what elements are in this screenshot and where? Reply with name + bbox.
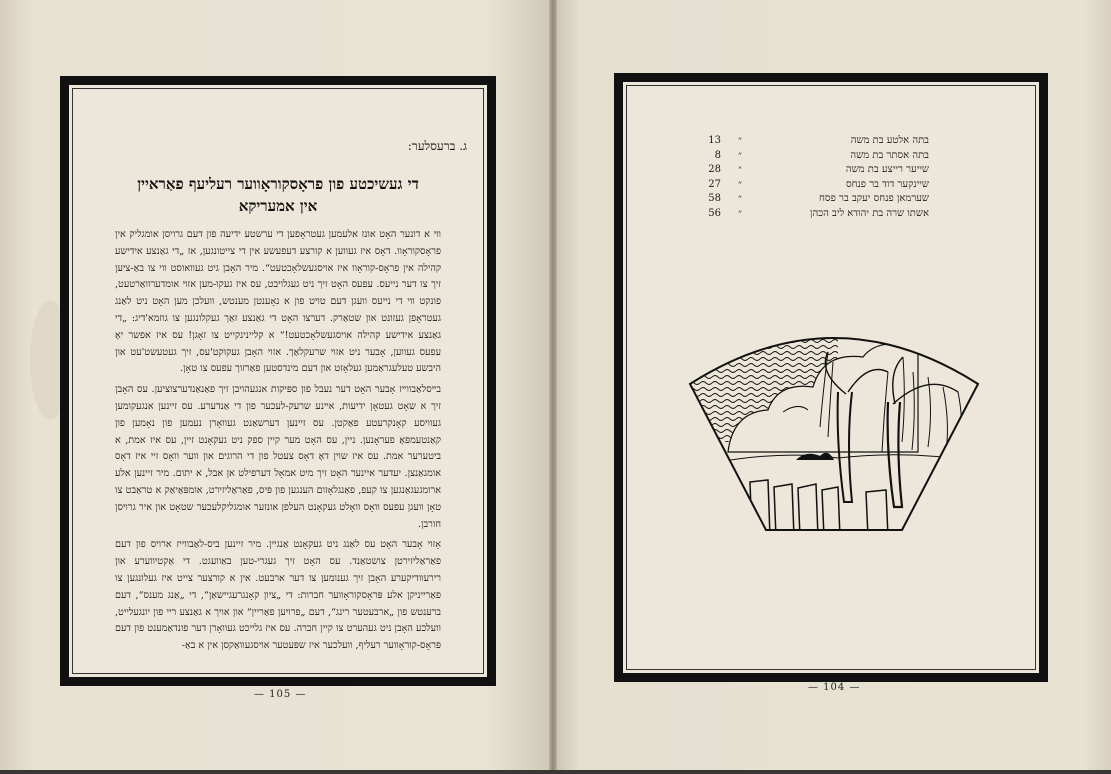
article-paragraph: ווי א דונער האָט אונז אלעמען געטראָפען די ערשטע ידיעה פון דעם גרויסן אומגליק אין פראָסקוראָוו. דאָס איז געווען א קורצע דעפעשע אין די צייטונגען, אז „די גאַנצע אידישע קהילה אין פראָס-קוראָוו איז אויסגעשלאָכטעט“. מיר האָבן גיט געוואוסט ווי צו באַ-ציען זיך צו דער נייעס. עפעס האָט זיך ניט געגלויבט, עס איז געקו-מען אזוי אומדערוואַרטעט, פונקט ווי די נייעס וועגן דעם טויט פון א נאָענטן מענטש, וועלכן מען האָט ניט לאַנג געטראָפן געזונט און שטאַרק. דערצו האָט די גאַנצע זאַך געקלונגען צו גוזמא'דיג: „די גאַנצע אידישע קהילה אויסגעשלאָכטעט!“ א קליינינקייט צו זאָגן! עס איז אפשר יאָ עפעס געווען, אָבער ניט אזוי שרעקלאַך. אזוי האָבן געקוקט'עס, זיך געטעשט'עט און היבשע טעלעגראַמען געלאָזט און דעם מינדסטען פאַרזוך עפעס צו טאָן. (115, 229, 441, 375)
article-paragraph: אָזוי אָבער האָט עס לאַנג ניט געקאָנט אַנגיין. מיר זיינען ביס-לאַבווייז ארויס פון דעם פאַראַליזירטן צושטאַנד. עס האָט זיך געגרי-טען באַוועגט. די אַקטיווערע און רירעוודיקערע האָבן זיך גענומען צו דער ארבעט. אין א קורצער צייט איז געלונגען צו פאַרייניקן אלע פּראָסקוראָווער חברות: די „ציון קאָנגרעגיישאַן“, די „אַנג מענס“, דעם ברענטש פון „ארבעטער רינג“, דעם „פרויען פאַריין“ און אויך א גאַנצע ריי פון יונגעלייט, וועלכע האָבן ניט געהערט צו קיין חברה. עס איז גלייכט געוואָרן דער פונדאַמענט פון דעם פּראָס-קוראָווער רעליף, וועלכער איז שפּעטער אויסגעוואַקסן אין א באַ- (115, 539, 441, 652)
entry-name: אשתו שרה בת יהודא ליב הכהן (809, 207, 929, 219)
left-page-frame (60, 76, 496, 686)
article-title-line-1: די געשיכטע פון פראָסקוראָווער רעליעף פאַראיין (137, 175, 419, 193)
entry-page: 27 (708, 178, 721, 190)
entry-page: 28 (708, 164, 721, 176)
entry-page: 58 (708, 193, 721, 205)
list-item (703, 178, 929, 193)
list-item (703, 207, 929, 222)
entry-name: שיינקער דוד בר פנחס (845, 178, 929, 190)
entry-page: 13 (708, 135, 721, 146)
list-item (703, 149, 929, 164)
ditto-mark: ״ (738, 207, 742, 219)
ditto-mark: ״ (738, 164, 742, 176)
entry-name: בתה אלטע בת משה (850, 135, 929, 146)
book-gutter (549, 0, 557, 770)
article-title (89, 173, 467, 217)
author-name: ג. ברעסלער: (407, 139, 467, 153)
entry-page-ref (703, 134, 745, 149)
entry-name: בתה אסתר בת משה (850, 149, 929, 161)
entry-page-ref (703, 207, 745, 222)
willow-trees-gravestones-vignette (688, 332, 980, 537)
list-item (703, 163, 929, 178)
list-item (703, 192, 929, 207)
page-number-left: — 105 — (254, 689, 307, 700)
page-number-right: — 104 — (808, 682, 861, 693)
list-item (703, 134, 929, 149)
entry-page-ref (703, 163, 745, 178)
article-paragraph: בײסלאַבווײז אָבער האָט דער נעבל פון ספּיקות אנגעהויבן זיך פאַנאַנדערצוציען. עס האָבן זיך א שאָט געטאָן ידיעות, אײנע שרעק-לעכער פון די אַנדערע. עס זיינען אנגעקומען געוויסע קאָנקרעטע פאַקטן. עס זיינען דערשאַנט געוואָרן נעמען פון נאָמען פון קאַנטעמפּאָ פעראָנען. ניין, עס האָט מער קיין ספק ניט געקאָנט זיין, עס איז אמת, א ביטערער אמת. עס איז שוין דאָ דאָס צעטל פון די הרוגים און ווער וואָס זיי איז דאָס אומגאַנצן. יעדער איינער האָט זיך מיט אמאָל דערפילט אן אבל, א יתום. מיר זיינען אלע ארומגעגאַנגען צו קעפ, פאַנגלאָזום הענגען פון פּיס, פאַראַליזירט, אומפּאַיאַק א טראַבט צו טאָן וועגן עפעס וואָס וואָלט געקאָנט העלפן אונזער אומגליקלעכער שטאָט און איר גרויסן חורבן. (115, 384, 441, 530)
ditto-mark: ״ (738, 193, 742, 205)
article-title-line-2: אין אמעריקא (238, 197, 318, 215)
ditto-mark: ״ (738, 135, 742, 146)
article-body (115, 227, 441, 659)
entry-name: שייער רייצע בת משה (845, 164, 929, 176)
entry-page: 56 (708, 207, 721, 219)
entry-name: שערמאן פנחס יעקב בר פסח (819, 193, 929, 205)
entry-page-ref (703, 178, 745, 193)
ditto-mark: ״ (738, 178, 742, 190)
entry-page: 8 (714, 149, 721, 161)
entry-page-ref (703, 192, 745, 207)
ditto-mark: ״ (738, 149, 742, 161)
names-list (703, 134, 929, 222)
entry-page-ref (703, 149, 745, 164)
